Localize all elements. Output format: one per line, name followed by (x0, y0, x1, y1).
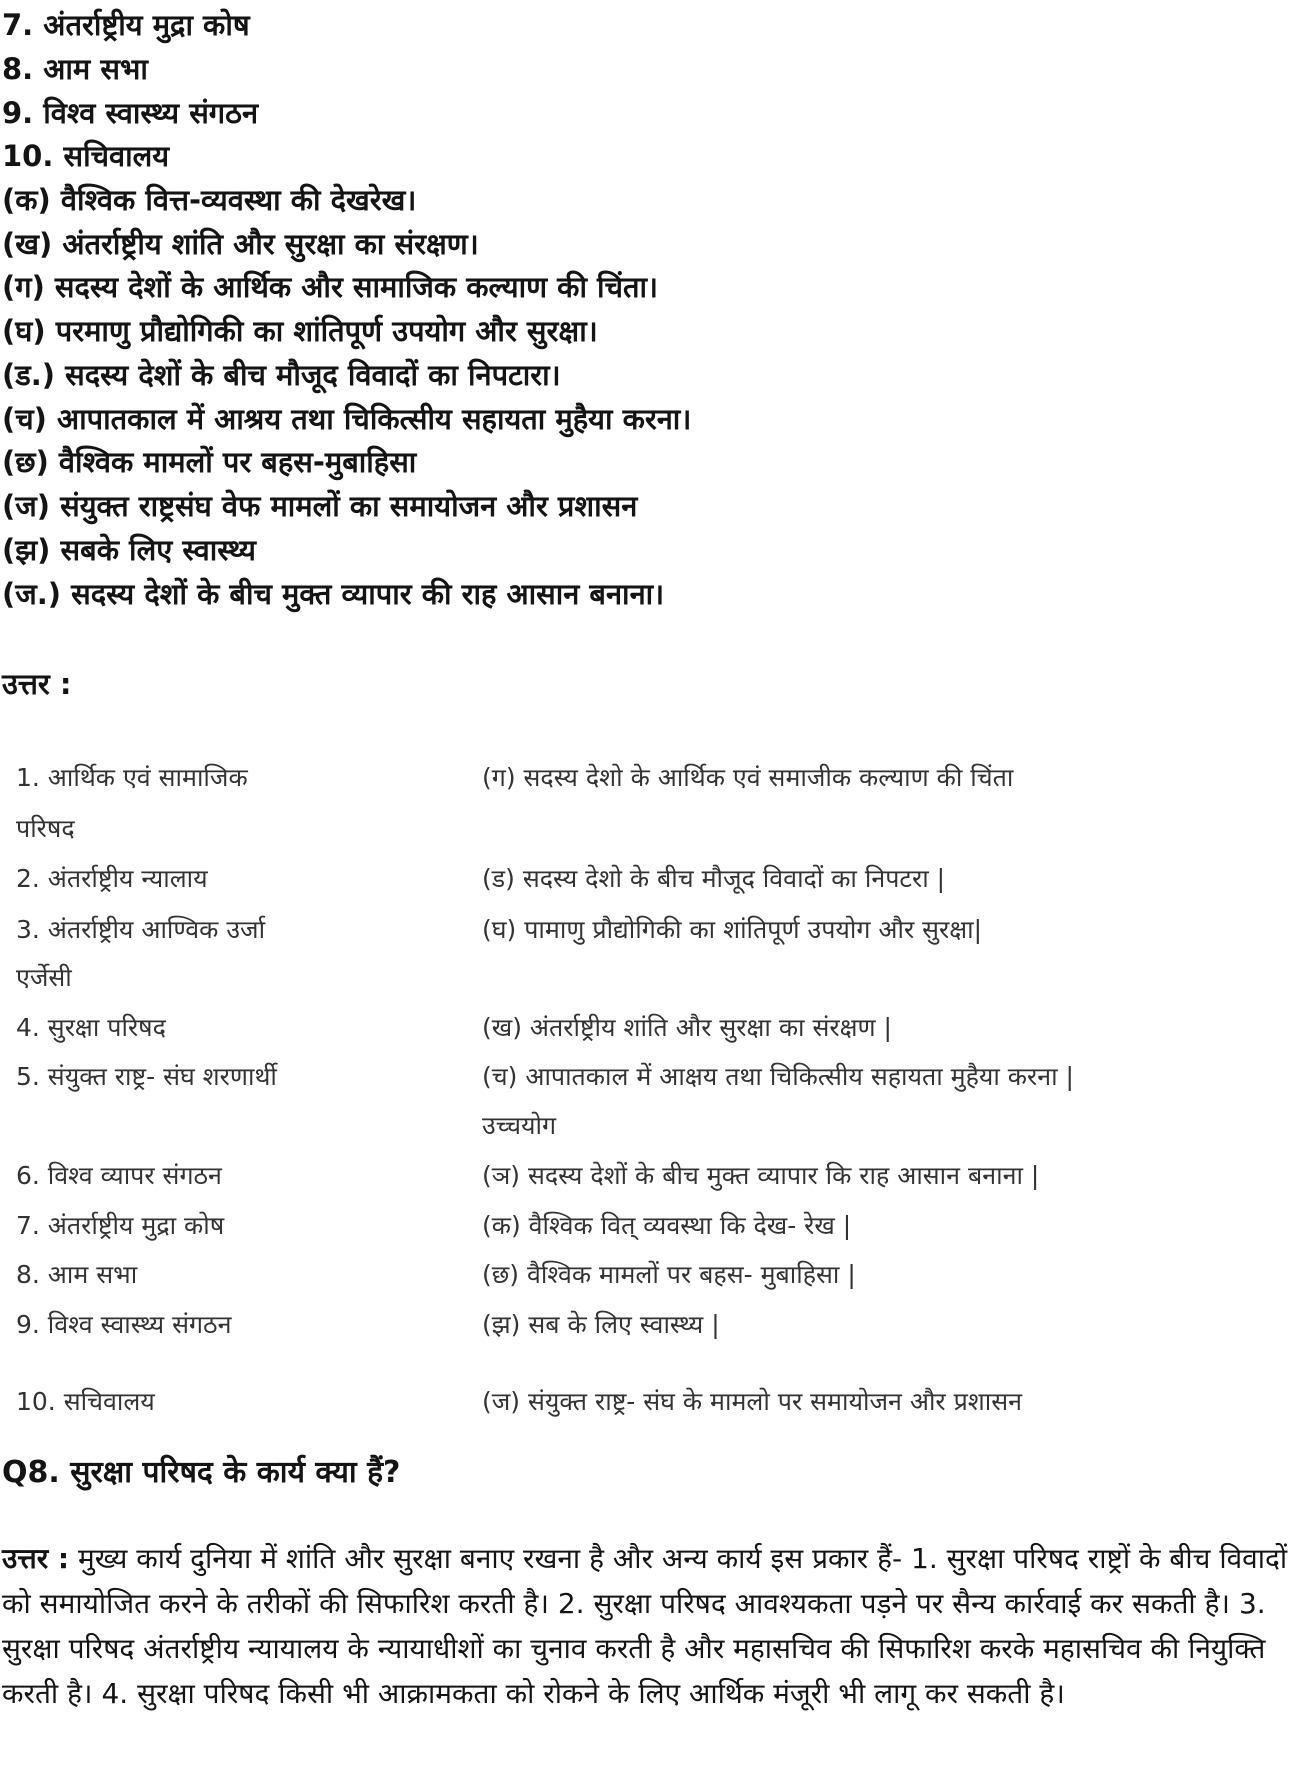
answer-label: उत्तर : (2, 667, 72, 701)
answer-paragraph (2, 1536, 1292, 1716)
answer-text: मुख्य कार्य दुनिया में शांति और सुरक्षा बनाए रखना है और अन्य कार्य इस प्रकार हैं- 1. सुरक्षा परिषद राष्ट्रों के बीच विवादों को समायोजित करने के तरीकों की सिफारिश करती है। 2. सुरक्षा परिषद आवश्यकता पड़ने पर सैन्य कार्रवाई कर सकती है। 3. सुरक्षा परिषद अंतर्राष्ट्रीय न्यायालय के न्यायाधीशों का चुनाव करती है और महासचिव की सिफारिश करके महासचिव की नियुक्ति करती है। 4. सुरक्षा परिषद किसी भी आक्रामकता को रोकने के लिए आर्थिक मंजूरी भी लागू कर सकती है। (2, 1542, 1288, 1710)
option-item: (घ) परमाणु प्रौद्योगिकी का शांतिपूर्ण उपयोग और सुरक्षा। (2, 314, 598, 348)
table-cell-function: (ञ) सदस्य देशों के बीच मुक्त व्यापार कि राह आसान बनाना | (482, 1161, 1040, 1190)
table-cell-organization: 8. आम सभा (16, 1260, 138, 1289)
table-cell-organization: 6. विश्व व्यापर संगठन (16, 1161, 222, 1190)
table-cell-function: (छ) वैश्विक मामलों पर बहस- मुबाहिसा | (482, 1260, 856, 1289)
table-cell-organization: 2. अंतर्राष्ट्रीय न्यालाय (16, 864, 208, 893)
table-cell-organization: 10. सचिवालय (16, 1387, 155, 1416)
table-cell-function: (ड) सदस्य देशो के बीच मौजूद विवादों का निपटरा | (482, 864, 946, 893)
table-cell-function: (झ) सब के लिए स्वास्थ्य | (482, 1310, 720, 1339)
table-cell-function: (च) आपातकाल में आक्षय तथा चिकित्सीय सहायता मुहैया करना | (482, 1062, 1074, 1091)
table-cell-organization: एर्जेसी (16, 963, 72, 992)
option-item: (झ) सबके लिए स्वास्थ्य (2, 533, 256, 567)
table-cell-function: (क) वैश्विक वित् व्यवस्था कि देख- रेख | (482, 1211, 852, 1240)
option-item: (ख) अंतर्राष्ट्रीय शांति और सुरक्षा का संरक्षण। (2, 227, 479, 261)
option-item: (ड.) सदस्य देशों के बीच मौजूद विवादों का निपटारा। (2, 358, 561, 392)
option-item: (छ) वैश्विक मामलों पर बहस-मुबाहिसा (2, 445, 417, 479)
question-item: 9. विश्व स्वास्थ्य संगठन (2, 96, 259, 130)
question-item: 7. अंतर्राष्ट्रीय मुद्रा कोष (2, 8, 250, 42)
table-cell-function: उच्चयोग (482, 1111, 557, 1140)
option-item: (क) वैश्विक वित्त-व्यवस्था की देखरेख। (2, 183, 417, 217)
option-item: (च) आपातकाल में आश्रय तथा चिकित्सीय सहायता मुहैया करना। (2, 402, 692, 436)
table-cell-organization: 3. अंतर्राष्ट्रीय आण्विक उर्जा (16, 915, 266, 944)
answer-label: उत्तर : (2, 1542, 70, 1575)
table-cell-function: (ख) अंतर्राष्ट्रीय शांति और सुरक्षा का संरक्षण | (482, 1013, 892, 1042)
table-cell-function: (ज) संयुक्त राष्ट्र- संघ के मामलो पर समायोजन और प्रशासन (482, 1387, 1023, 1416)
table-cell-function: (घ) पामाणु प्रौद्योगिकी का शांतिपूर्ण उपयोग और सुरक्षा| (482, 915, 983, 944)
table-cell-organization: 7. अंतर्राष्ट्रीय मुद्रा कोष (16, 1211, 225, 1240)
option-item: (ज.) सदस्य देशों के बीच मुक्त व्यापार की राह आसान बनाना। (2, 577, 665, 611)
option-item: (ज) संयुक्त राष्ट्रसंघ वेफ मामलों का समायोजन और प्रशासन (2, 489, 638, 523)
option-item: (ग) सदस्य देशों के आर्थिक और सामाजिक कल्याण की चिंता। (2, 270, 659, 304)
table-cell-organization: 1. आर्थिक एवं सामाजिक (16, 763, 248, 792)
table-cell-organization: 5. संयुक्त राष्ट्र- संघ शरणार्थी (16, 1062, 277, 1091)
table-cell-organization: परिषद (16, 814, 75, 843)
table-cell-organization: 9. विश्व स्वास्थ्य संगठन (16, 1310, 232, 1339)
question-item: 10. सचिवालय (2, 139, 170, 173)
question-item: 8. आम सभा (2, 52, 148, 86)
question-heading: Q8. सुरक्षा परिषद के कार्य क्या हैं? (2, 1455, 401, 1490)
table-cell-organization: 4. सुरक्षा परिषद (16, 1013, 166, 1042)
table-cell-function: (ग) सदस्य देशो के आर्थिक एवं समाजीक कल्याण की चिंता (482, 763, 1014, 792)
